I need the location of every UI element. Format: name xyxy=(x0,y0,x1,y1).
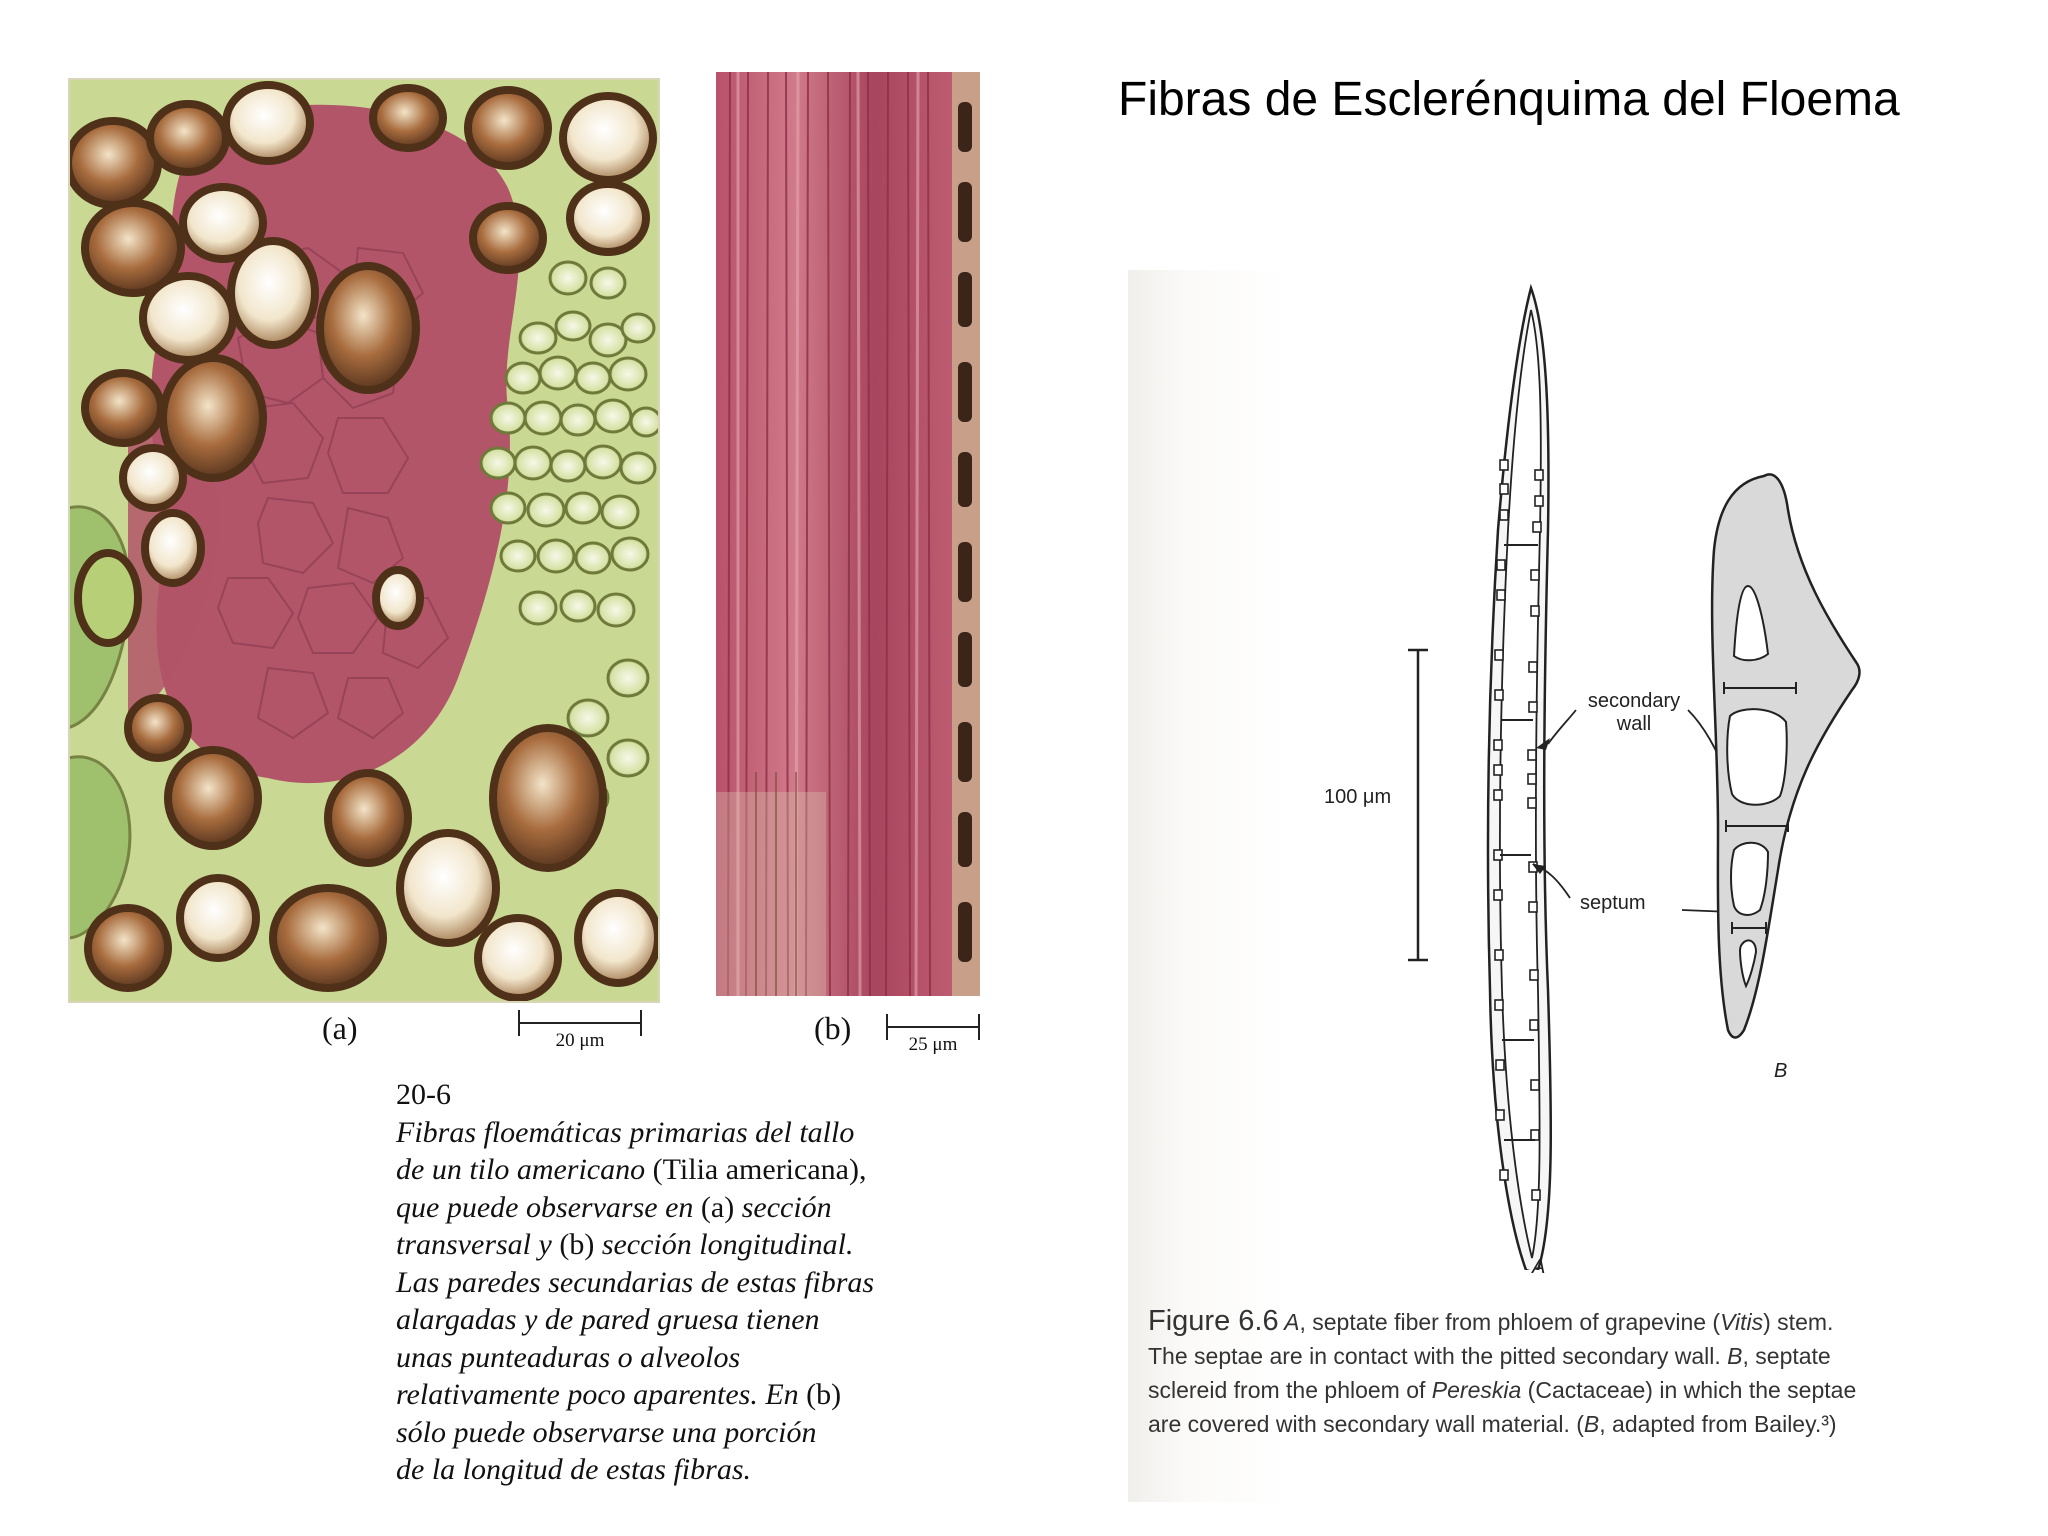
caption-line xyxy=(396,1226,996,1264)
figure-caption-run: Pereskia xyxy=(1431,1377,1522,1403)
left-figure-caption xyxy=(396,1076,996,1489)
caption-line xyxy=(396,1151,996,1189)
secondary-wall-label-line1: secondary xyxy=(1587,690,1681,712)
secondary-wall-label-line2: wall xyxy=(1616,713,1652,735)
panel-b-scale-bar xyxy=(886,1014,980,1055)
panel-b-scale-label: 25 μm xyxy=(908,1034,958,1055)
caption-run: que puede observarse en xyxy=(396,1190,701,1224)
caption-text xyxy=(396,1114,996,1489)
caption-run: Fibras floemáticas primarias del tallo xyxy=(396,1115,855,1149)
panel-a-scale-bar xyxy=(518,1010,642,1051)
figure-caption-run: , septate sclereid from the phloem of xyxy=(1148,1343,1831,1403)
page-title: Fibras de Esclerénquima del Floema xyxy=(1118,73,1900,126)
caption-line xyxy=(396,1414,996,1452)
sclereid-lumen-low xyxy=(1731,843,1768,915)
figure-number: 20-6 xyxy=(396,1078,451,1111)
panel-b-label: (b) xyxy=(814,1010,852,1046)
panel-a-label: (a) xyxy=(322,1010,358,1046)
caption-run: sólo puede observarse una porción xyxy=(396,1415,817,1449)
caption-line xyxy=(396,1339,996,1377)
caption-run: unas punteaduras o alveolos xyxy=(396,1340,741,1374)
caption-run: relativamente poco aparentes. En xyxy=(396,1378,807,1411)
caption-run: (a) xyxy=(700,1190,735,1224)
figure-caption-run: , adapted from Bailey.³) xyxy=(1599,1411,1837,1437)
caption-run: Las paredes secundarias de estas fibras xyxy=(396,1265,875,1299)
figure-caption-run: , septate fiber from phloem of grapevine ( xyxy=(1299,1309,1721,1335)
caption-line xyxy=(396,1451,996,1489)
caption-line xyxy=(396,1301,996,1339)
figure-caption-run: B xyxy=(1583,1411,1600,1437)
caption-line xyxy=(396,1376,996,1414)
septate-fiber-figure xyxy=(1128,270,1888,1502)
caption-run: (b) xyxy=(559,1228,595,1261)
figure-6-6-heading: Figure 6.6 xyxy=(1148,1305,1279,1337)
micrograph-b-image xyxy=(716,72,980,996)
panel-a-scale-label: 20 μm xyxy=(555,1030,605,1051)
micrograph-transverse-section xyxy=(68,78,660,1003)
caption-run: (Tilia americana), xyxy=(652,1153,867,1186)
label-b: B xyxy=(1774,1060,1788,1082)
figure-caption-run: B xyxy=(1727,1343,1743,1369)
caption-line xyxy=(396,1264,996,1302)
caption-line xyxy=(396,1189,996,1227)
scale-label-100um: 100 μm xyxy=(1324,786,1392,808)
label-a: A xyxy=(1532,1256,1546,1278)
caption-run: sección longitudinal. xyxy=(594,1228,854,1261)
caption-run: de un tilo americano xyxy=(396,1153,653,1186)
septate-fiber-drawing xyxy=(1128,270,1888,1270)
caption-run: alargadas y de pared gruesa tienen xyxy=(396,1303,820,1336)
micrograph-longitudinal-section xyxy=(716,72,980,996)
micrograph-a-image xyxy=(68,78,660,1003)
caption-run: de la longitud de estas fibras. xyxy=(396,1453,751,1486)
scale-bar-100um xyxy=(1408,650,1428,960)
secondary-wall-label xyxy=(1574,690,1694,736)
caption-run: transversal y xyxy=(396,1228,560,1261)
sclereid-lumen-mid xyxy=(1727,709,1787,805)
figure-caption-run: Vitis xyxy=(1720,1309,1764,1335)
figure-caption-run: A xyxy=(1278,1309,1300,1335)
septum-label: septum xyxy=(1580,892,1646,914)
figure-6-6-caption xyxy=(1148,1304,1864,1441)
caption-line xyxy=(396,1114,996,1152)
caption-run: (b) xyxy=(806,1378,842,1411)
figure-caption-run: ) stem. The septae are in contact with the pitted secondary wall. xyxy=(1148,1309,1834,1369)
figure-caption-run: (Cactaceae) in which the septae are covered with secondary wall material. ( xyxy=(1148,1377,1857,1437)
caption-run: sección xyxy=(734,1190,832,1224)
